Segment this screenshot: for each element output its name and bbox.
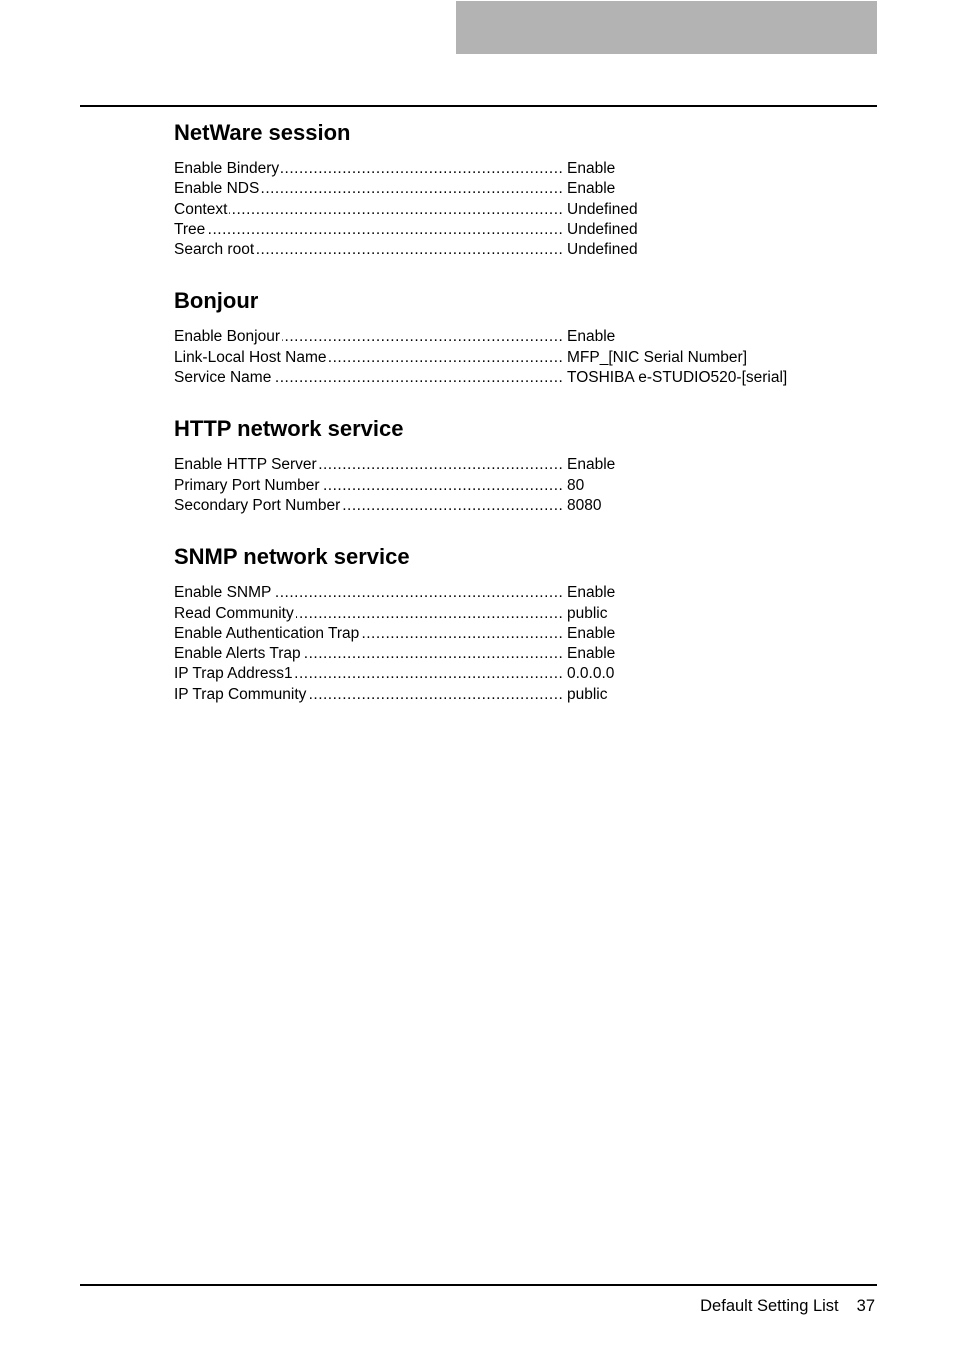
setting-row: [174, 240, 874, 260]
settings-section: [174, 540, 874, 705]
setting-value: Enable: [567, 180, 616, 198]
bottom-rule: [80, 1284, 877, 1286]
setting-key-label: Search root: [174, 241, 255, 259]
section-title: NetWare session: [174, 120, 351, 145]
setting-key-label: Read Community: [174, 604, 294, 622]
setting-key: [174, 496, 564, 516]
setting-row: [174, 200, 874, 220]
setting-key-label: Service Name: [174, 369, 272, 387]
setting-row: [174, 664, 874, 684]
setting-key: [174, 685, 564, 705]
setting-key-label: IP Trap Address1: [174, 665, 293, 683]
setting-key: [174, 159, 564, 179]
header-tab: [456, 1, 877, 54]
setting-value: Undefined: [567, 200, 638, 218]
top-rule: [80, 105, 877, 107]
setting-key: [174, 327, 564, 347]
setting-row: [174, 476, 874, 496]
setting-row: [174, 496, 874, 516]
section-title: Bonjour: [174, 288, 259, 314]
page-footer: [700, 1294, 875, 1318]
setting-key-label: Enable NDS: [174, 180, 260, 198]
setting-key: [174, 200, 564, 220]
setting-key-label: Link-Local Host Name: [174, 348, 327, 366]
setting-key-label: Secondary Port Number: [174, 496, 341, 514]
settings-section: [174, 284, 874, 388]
setting-value: Enable: [567, 584, 616, 602]
setting-row: [174, 179, 874, 199]
setting-key: [174, 476, 564, 496]
setting-row: [174, 644, 874, 664]
setting-row: [174, 455, 874, 475]
page-number: 37: [856, 1297, 875, 1315]
setting-value: public: [567, 685, 608, 703]
setting-row: [174, 220, 874, 240]
setting-value: Undefined: [567, 220, 638, 238]
setting-value: Enable: [567, 645, 616, 663]
setting-key-label: Enable HTTP Server: [174, 456, 317, 474]
document-body: [174, 116, 874, 729]
setting-key-label: Context: [174, 200, 228, 218]
setting-value: TOSHIBA e-STUDIO520-[serial]: [567, 369, 788, 387]
setting-key-label: Enable Alerts Trap: [174, 645, 301, 663]
settings-section: [174, 412, 874, 516]
setting-key: [174, 368, 564, 388]
setting-value: Enable: [567, 624, 616, 642]
setting-key: [174, 604, 564, 624]
setting-row: [174, 583, 874, 603]
setting-key: [174, 240, 564, 260]
setting-key-label: Enable Bonjour: [174, 328, 280, 346]
setting-row: [174, 348, 874, 368]
setting-key: [174, 179, 564, 199]
setting-key: [174, 664, 564, 684]
settings-section: [174, 116, 874, 260]
setting-value: 8080: [567, 496, 602, 514]
setting-key-label: Enable Authentication Trap: [174, 624, 360, 642]
setting-value: public: [567, 604, 608, 622]
setting-key: [174, 348, 564, 368]
setting-value: Undefined: [567, 241, 638, 259]
setting-value: Enable: [567, 328, 616, 346]
setting-key: [174, 220, 564, 240]
setting-value: 80: [567, 476, 585, 494]
setting-value: 0.0.0.0: [567, 665, 615, 683]
setting-key-label: Tree: [174, 220, 206, 238]
setting-key-label: IP Trap Community: [174, 685, 307, 703]
section-title: SNMP network service: [174, 544, 410, 570]
setting-key-label: Enable Bindery: [174, 160, 280, 177]
setting-value: Enable: [567, 160, 616, 177]
setting-row: [174, 604, 874, 624]
footer-title: Default Setting List: [700, 1297, 839, 1315]
setting-value: MFP_[NIC Serial Number]: [567, 348, 748, 366]
section-title: HTTP network service: [174, 416, 404, 442]
setting-key-label: Enable SNMP: [174, 584, 272, 602]
setting-row: [174, 159, 874, 179]
setting-key: [174, 583, 564, 603]
setting-key: [174, 455, 564, 475]
setting-row: [174, 368, 874, 388]
setting-row: [174, 327, 874, 347]
setting-key: [174, 624, 564, 644]
setting-key-label: Primary Port Number: [174, 476, 320, 494]
setting-row: [174, 624, 874, 644]
setting-value: Enable: [567, 456, 616, 474]
setting-key: [174, 644, 564, 664]
setting-row: [174, 685, 874, 705]
